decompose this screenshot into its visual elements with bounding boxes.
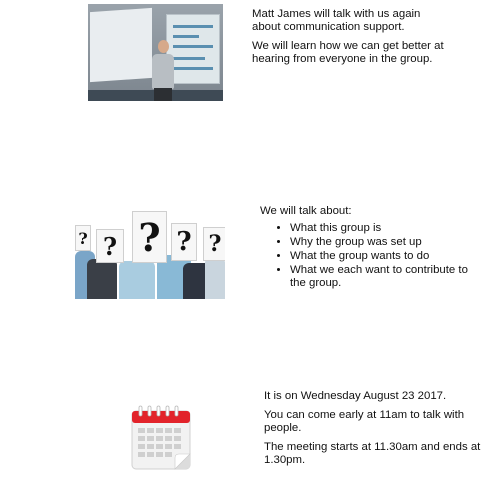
list-item: • What we each want to contribute to the group. bbox=[290, 264, 480, 290]
early-line: You can come early at 11am to talk with people. bbox=[264, 409, 465, 434]
section1-paragraph: We will learn how we can get better at hearing from everyone in the group. bbox=[252, 40, 444, 65]
topics-intro: We will talk about: bbox=[260, 205, 352, 217]
list-item: • What this group is bbox=[290, 222, 480, 235]
section1-paragraph: Matt James will talk with us again about communication support. bbox=[252, 8, 421, 33]
date-line: It is on Wednesday August 23 2017. bbox=[264, 390, 447, 402]
section2-text bbox=[260, 205, 480, 291]
calendar-icon bbox=[131, 404, 191, 470]
topics-list bbox=[260, 222, 480, 290]
section1-text bbox=[252, 8, 452, 72]
question-marks-photo: ? ? ? ? ? bbox=[75, 211, 225, 299]
list-item: • Why the group was set up bbox=[290, 236, 480, 249]
list-item: • What the group wants to do bbox=[290, 250, 480, 263]
presenter-photo bbox=[88, 4, 223, 101]
time-line: The meeting starts at 11.30am and ends at 1.30pm. bbox=[264, 441, 481, 466]
section3-text bbox=[264, 390, 484, 473]
